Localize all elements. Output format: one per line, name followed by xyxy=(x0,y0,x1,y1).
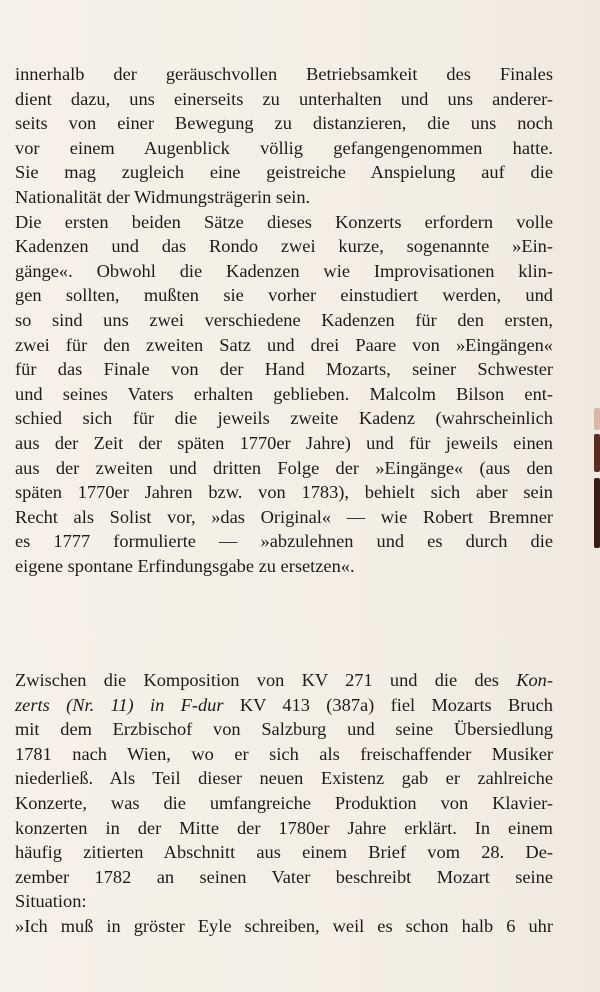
text-line: innerhalb der geräuschvollen Betriebsamkeit des Finales xyxy=(15,64,553,84)
text-line: konzerten in der Mitte der 1780er Jahre erklärt. In einem xyxy=(15,817,553,838)
text-line: häufig zitierten Abschnitt aus einem Brief vom 28. De- xyxy=(15,842,553,863)
text-line: Situation: xyxy=(15,891,87,912)
text-line: mit dem Erzbischof von Salzburg und seine Übersiedlung xyxy=(15,719,553,740)
text-line: späten 1770er Jahren bzw. von 1783), behielt sich aber sein xyxy=(15,482,553,503)
text-line: es 1777 formulierte — »abzulehnen und es durch die xyxy=(15,531,553,552)
page-edge-mark xyxy=(594,478,600,548)
page-edge-mark xyxy=(594,434,600,472)
text-line: 1781 nach Wien, wo er sich als freischaffender Musiker xyxy=(15,743,553,764)
text-line: eigene spontane Erfindungsgabe zu ersetzen«. xyxy=(15,555,355,576)
text-run: Zwischen die Komposition von KV 271 und die des xyxy=(15,670,517,690)
text-line: Konzerte, was die umfangreiche Produktion von Klavier- xyxy=(15,792,553,813)
text-line: aus der Zeit der späten 1770er Jahre) und für jeweils einen xyxy=(15,432,553,453)
text-line: für das Finale von der Hand Mozarts, seiner Schwester xyxy=(15,359,553,380)
text-line xyxy=(15,693,553,718)
text-line xyxy=(15,668,553,693)
text-line: Sie mag zugleich eine geistreiche Anspielung auf die xyxy=(15,162,553,183)
text-line: zwei für den zweiten Satz und drei Paare von »Eingängen« xyxy=(15,334,553,355)
text-line: vor einem Augenblick völlig gefangengenommen hatte. xyxy=(15,137,553,158)
text-column-bottom xyxy=(15,668,553,939)
text-line: so sind uns zwei verschiedene Kadenzen für den ersten, xyxy=(15,309,553,330)
text-line: gänge«. Obwohl die Kadenzen wie Improvisationen klin- xyxy=(15,260,553,281)
text-line: Recht als Solist vor, »das Original« — wie Robert Bremner xyxy=(15,506,553,527)
text-run: KV 413 (387a) fiel Mozarts Bruch xyxy=(223,694,553,715)
text-line: aus der zweiten und dritten Folge der »Eingänge« (aus den xyxy=(15,457,553,478)
text-line: schied sich für die jeweils zweite Kadenz (wahrscheinlich xyxy=(15,408,553,429)
text-line: gen sollten, mußten sie vorher einstudiert werden, und xyxy=(15,285,553,306)
work-title-italic: Kon- xyxy=(516,670,553,690)
text-line: dient dazu, uns einerseits zu unterhalten und uns anderer- xyxy=(15,88,553,109)
text-line: Kadenzen und das Rondo zwei kurze, sogenannte »Ein- xyxy=(15,236,553,257)
work-title-italic: zerts (Nr. 11) in F-dur xyxy=(15,694,224,715)
text-line: Nationalität der Widmungsträgerin sein. xyxy=(15,186,311,207)
text-line: zember 1782 an seinen Vater beschreibt Mozart seine xyxy=(15,866,553,887)
text-column-top xyxy=(15,62,553,578)
text-line: und seines Vaters erhalten geblieben. Malcolm Bilson ent- xyxy=(15,383,553,404)
text-line: seits von einer Bewegung zu distanzieren, die uns noch xyxy=(15,113,553,134)
page-edge-mark xyxy=(594,408,600,430)
text-line: Die ersten beiden Sätze dieses Konzerts erfordern volle xyxy=(15,211,553,232)
text-line: niederließ. Als Teil dieser neuen Existenz gab er zahlreiche xyxy=(15,768,553,789)
text-line: »Ich muß in gröster Eyle schreiben, weil es schon halb 6 uhr xyxy=(15,915,553,936)
